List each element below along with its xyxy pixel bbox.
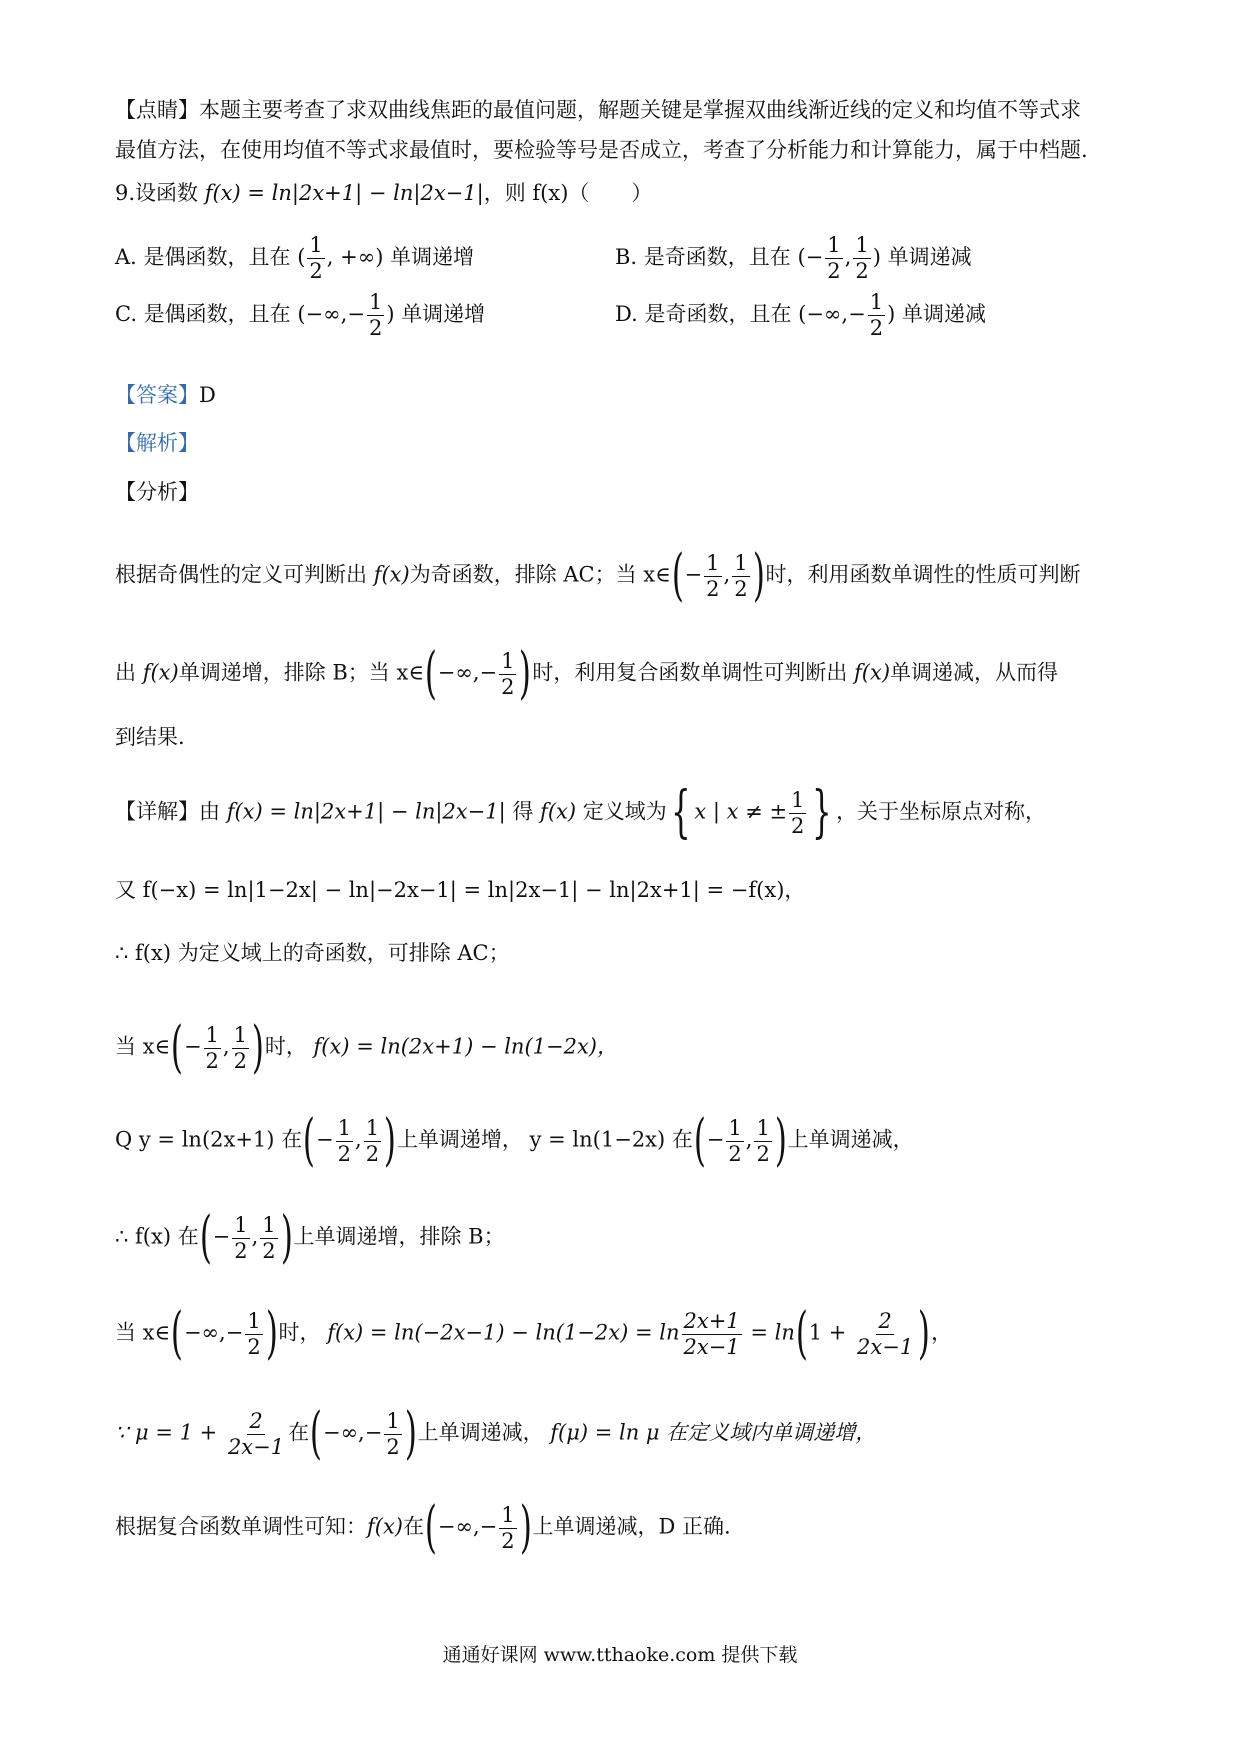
option-a: A. 是偶函数，且在 ( $\frac{1}{2}$ , +∞) 单调递增 (115, 233, 475, 283)
detail-line-5: Q y = ln(2x+1) 在(− $\frac{1}{2}$ , $\frac{1}{2}$ )上单调递增， y = ln(1−2x) 在(− $\frac{1}{2}$ , $\frac{1}{2}$ )上单调递减， (115, 1108, 914, 1173)
option-text: 是奇函数，且在 (643, 245, 791, 269)
option-c: C. 是偶函数，且在 (−∞,− $\frac{1}{2}$ ) 单调递增 (115, 290, 486, 340)
detail-line-2: 又 f(−x) = ln|1−2x| − ln|−2x−1| = ln|2x−1| − ln|2x+1| = −f(x)， (115, 878, 806, 902)
option-text: 是奇函数，且在 (644, 302, 792, 326)
option-text: 是偶函数，且在 (143, 302, 291, 326)
option-d: D. 是奇函数，且在 (−∞,− $\frac{1}{2}$ ) 单调递减 (615, 290, 986, 340)
footer: 通通好课网 www.tthaoke.com 提供下载 (442, 1644, 798, 1666)
option-text: 是偶函数，且在 (143, 245, 291, 269)
option-text-after: 单调递减 (901, 302, 986, 326)
option-text-after: 单调递增 (390, 245, 475, 269)
fenxi-line-2: 出 f(x)单调递增，排除 B；当 x∈(−∞,− $\frac{1}{2}$ )时，利用复合函数单调性可判断出 f(x)单调递减，从而得 (115, 641, 1059, 706)
dianjing-line-2: 最值方法，在使用均值不等式求最值时，要检验等号是否成立，考查了分析能力和计算能力，属于中档题. (115, 138, 1088, 162)
fraction: $\frac{1}{2}$ (309, 233, 323, 283)
stem-prefix: 9.设函数 (115, 181, 205, 205)
question-stem (115, 178, 1160, 208)
option-letter: A. (115, 245, 137, 269)
dianjing-line-1: 【点睛】本题主要考查了求双曲线焦距的最值问题，解题关键是掌握双曲线渐近线的定义和均值不等式求 (115, 98, 1081, 122)
answer-label: 【答案】 (115, 383, 199, 407)
detail-line-1: 【详解】由 f(x) = ln|2x+1| − ln|2x−1| 得 f(x) 定义域为{ x | x ≠ ± $\frac{1}{2}$ } ，关于坐标原点对称， (115, 780, 1047, 845)
jiexi-label: 【解析】 (115, 431, 199, 455)
option-b: B. 是奇函数，且在 (− $\frac{1}{2}$ , $\frac{1}{2}$ ) 单调递减 (615, 233, 972, 283)
option-text-after: 单调递减 (887, 245, 972, 269)
stem-suffix: ，则 f(x)（ ） (483, 181, 653, 205)
answer-value: D (199, 383, 216, 407)
options-row-1 (115, 235, 1160, 282)
detail-line-7: 当 x∈(−∞,− $\frac{1}{2}$ )时， f(x) = ln(−2x−1) − ln(1−2x) = ln $\frac{2x+1}{2x-1}$ = ln(1 + $\frac{2}{2x-1}$ )， (115, 1301, 953, 1366)
detail-line-4: 当 x∈(− $\frac{1}{2}$ , $\frac{1}{2}$ )时， f(x) = ln(2x+1) − ln(1−2x)， (115, 1015, 619, 1080)
fenxi-label: 【分析】 (115, 480, 199, 504)
detail-line-6: ∴ f(x) 在(− $\frac{1}{2}$ , $\frac{1}{2}$ )上单调递增，排除 B； (115, 1205, 505, 1270)
stem-formula: f(x) = ln|2x+1| − ln|2x−1| (204, 181, 484, 205)
option-letter: B. (615, 245, 638, 269)
detail-line-3: ∴ f(x) 为定义域上的奇函数，可排除 AC； (115, 941, 510, 965)
options-row-2 (115, 292, 1160, 339)
option-text-after: 单调递增 (401, 302, 486, 326)
answer-line (115, 380, 1160, 410)
fenxi-line-3: 到结果. (115, 725, 185, 749)
detail-line-8: ∵ μ = 1 + $\frac{2}{2x-1}$ 在(−∞,− $\frac{1}{2}$ )上单调递减， f(μ) = ln μ 在定义域内单调递增， (115, 1401, 877, 1466)
option-letter: C. (115, 302, 137, 326)
fenxi-line-1: 根据奇偶性的定义可判断出 f(x)为奇函数，排除 AC；当 x∈(− $\frac{1}{2}$ , $\frac{1}{2}$ )时，利用函数单调性的性质可判断 (115, 543, 1081, 608)
option-letter: D. (615, 302, 638, 326)
detail-line-9: 根据复合函数单调性可知：f(x)在(−∞,− $\frac{1}{2}$ )上单调递减，D 正确. (115, 1495, 731, 1560)
